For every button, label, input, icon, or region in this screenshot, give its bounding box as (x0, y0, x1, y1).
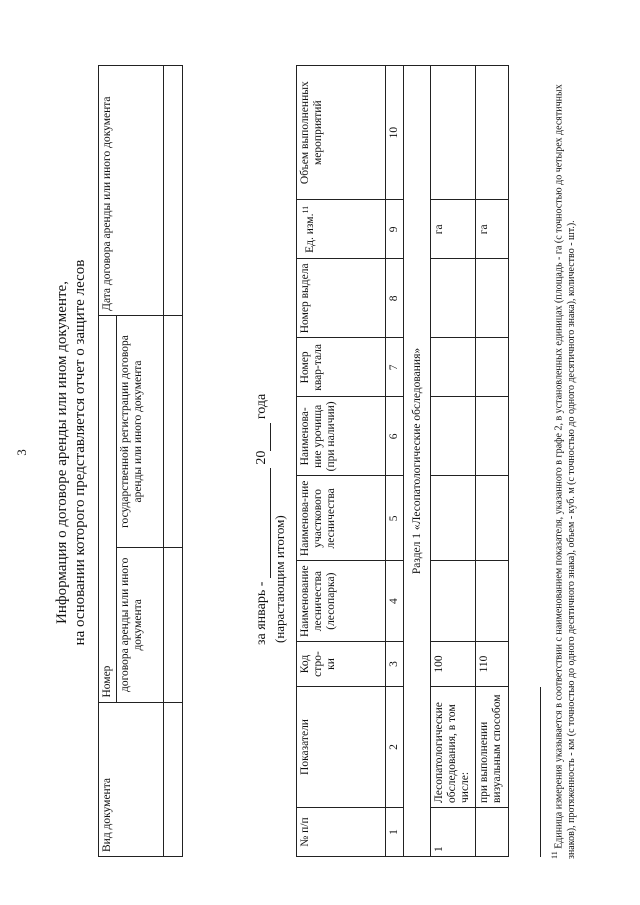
document-info-table (98, 65, 183, 857)
pest-survey-table (296, 65, 509, 857)
period-year-prefix: 20 (254, 450, 269, 465)
row-1-label: Лесопатологические обследования, в том числе: (431, 687, 476, 808)
period-note: (нарастающим итогом) (272, 515, 287, 643)
row-2-allotment (476, 259, 509, 338)
reporting-period (254, 394, 271, 645)
unit-footnote-mark: 11 (301, 205, 310, 214)
cell-registration-number-value (164, 315, 183, 547)
col-header-allotment: Номер выдела (297, 259, 386, 338)
title-line-2: на основании которого представляется отчет о защите лесов (72, 259, 88, 646)
header-contract-number: договора аренды или иного документа (117, 548, 164, 702)
cell-contract-date-value (164, 66, 183, 316)
footnote-text: Единица измерения указывается в соответствии с наименованием показателя, указанного в графе 2, в установленных единицах (площадь - га (с точностью до четырех десятичных знаков), протяженность - км (с точностью до одного десятичного знака), объем - куб. м (с точностью до одного десятичного знака), количество - шт.). (553, 84, 578, 859)
cell-contract-number-value (164, 548, 183, 702)
cell-document-type-value (164, 702, 183, 856)
footnote (548, 59, 578, 859)
title-line-1: Информация о договоре аренды или ином документе, (54, 281, 70, 624)
row-1-quarter (431, 338, 476, 397)
col-number-2: 2 (386, 687, 404, 808)
col-header-forestry: Наименование лесничества (лесопарка) (297, 561, 386, 642)
row-1-tract (431, 397, 476, 476)
header-number: Номер (99, 315, 117, 702)
col-number-9: 9 (386, 200, 404, 259)
col-header-district-forestry: Наименова-ние участкового лесничества (297, 476, 386, 561)
row-2-volume (476, 66, 509, 200)
row-1-unit: га (431, 200, 476, 259)
row-2-num (476, 808, 509, 857)
period-year-blank (254, 423, 271, 451)
period-prefix: за январь - (254, 581, 269, 645)
header-contract-date: Дата договора аренды или иного документа (99, 66, 164, 316)
unit-header-label: Ед. изм. (303, 213, 316, 253)
row-2-forestry (476, 561, 509, 642)
col-number-7: 7 (386, 338, 404, 397)
col-header-line-code: Код стро-ки (297, 642, 386, 687)
col-header-quarter: Номер квар-тала (297, 338, 386, 397)
period-month-blank (254, 468, 271, 578)
row-2-tract (476, 397, 509, 476)
row-1-num: 1 (431, 808, 476, 857)
row-2-label: при выполнении визуальным способом (476, 687, 509, 808)
col-header-num: № п/п (297, 808, 386, 857)
row-2-unit: га (476, 200, 509, 259)
page-number: 3 (14, 449, 29, 456)
col-number-5: 5 (386, 476, 404, 561)
section-title: Раздел 1 «Лесопатологические обследования» (404, 66, 431, 857)
row-1-forestry (431, 561, 476, 642)
row-1-allotment (431, 259, 476, 338)
row-1-district (431, 476, 476, 561)
col-header-tract: Наименова-ние урочища (при наличии) (297, 397, 386, 476)
col-number-3: 3 (386, 642, 404, 687)
row-2-quarter (476, 338, 509, 397)
row-2-code: 110 (476, 642, 509, 687)
header-registration-number: государственной регистрации договора аренды или иного документа (117, 315, 164, 547)
footnote-separator (540, 687, 541, 857)
col-number-10: 10 (386, 66, 404, 200)
col-number-6: 6 (386, 397, 404, 476)
footnote-mark: 11 (550, 851, 559, 859)
col-number-4: 4 (386, 561, 404, 642)
col-header-unit (297, 200, 386, 259)
row-1-code: 100 (431, 642, 476, 687)
period-year-suffix: года (254, 393, 269, 420)
col-header-volume: Объем выполненных мероприятий (297, 66, 386, 200)
col-number-1: 1 (386, 808, 404, 857)
col-header-indicators: Показатели (297, 687, 386, 808)
col-number-8: 8 (386, 259, 404, 338)
row-2-district (476, 476, 509, 561)
row-1-volume (431, 66, 476, 200)
header-document-type: Вид документа (99, 702, 164, 856)
